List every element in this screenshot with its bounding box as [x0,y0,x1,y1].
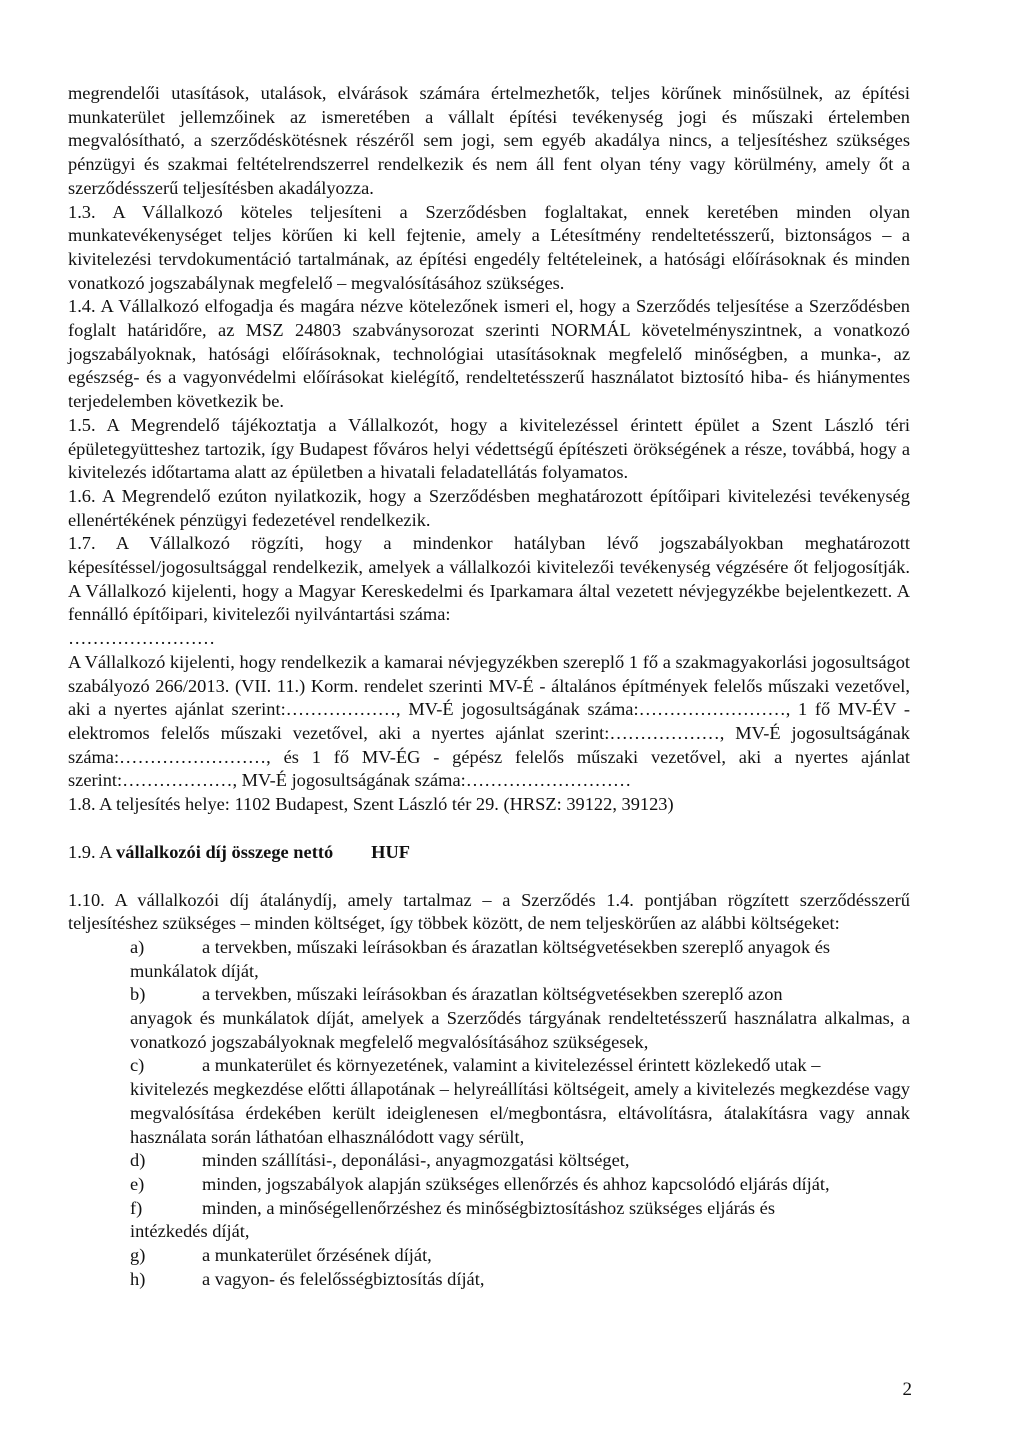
fee-currency: HUF [371,841,410,862]
list-item-e [130,1173,910,1197]
paragraph-1-10: 1.10. A vállalkozói díj átalánydíj, amely tartalmaz – a Szerződés 1.4. pontjában rögzített szerződésszerű teljesítéshez szükséges – minden költséget, így többek között, de nem teljeskörűen az alábbi költségeket: [68,889,910,934]
fee-label: vállalkozói díj összege nettó [116,841,334,862]
paragraph-1-5: 1.5. A Megrendelő tájékoztatja a Vállalkozót, hogy a kivitelezéssel érintett épület a Szent László téri épületegyütteshez tartozik, így Budapest főváros helyi védettségű építészeti örökségének a része, továbbá, hogy a kivitelezés időtartama alatt az épületben a hivatali feladatellátás folyamatos. [68,414,910,483]
paragraph-1-8: 1.8. A teljesítés helye: 1102 Budapest, Szent László tér 29. (HRSZ: 39122, 39123) [68,794,674,815]
list-item-text: minden, a minőségellenőrzéshez és minőségbiztosításhoz szükséges eljárás és [202,1197,776,1218]
list-item-text: a tervekben, műszaki leírásokban és árazatlan költségvetésekben szereplő azon [202,984,783,1005]
paragraph-1-7-declaration: A Vállalkozó kijelenti, hogy rendelkezik a kamarai névjegyzékben szereplő 1 fő a szakmagyakorlási jogosultságot szabályozó 266/2013. (VII. 11.) Korm. rendelet szerinti MV-É - általános építmények felelős műszaki vezetővel, aki a nyertes ajánlat szerint:………………, MV-É jogosultságának száma:……………………, 1 fő MV-ÉV - elektromos felelős műszaki vezetővel, aki a nyertes ajánlat szerint:………………, MV-É jogosultságának száma:……………………, és 1 fő MV-ÉG - gépész felelős műszaki vezetővel, aki a nyertes ajánlat szerint:………………, MV-É jogosultságának száma:……………………… [68,651,910,791]
list-item-label: h) [130,1268,146,1289]
list-item-label: a) [130,936,145,957]
list-item-label: d) [130,1150,146,1171]
spacer [68,817,910,841]
list-item-d [130,1149,910,1173]
document-page [68,82,910,1291]
list-item-c [130,1054,910,1078]
list-item-f-continuation: intézkedés díját, [130,1221,250,1242]
paragraph-intro: megrendelői utasítások, utalások, elvárások számára értelmezhetők, teljes körűnek minősülnek, az építési munkaterület jellemzőinek az ismeretében a vállalt építési tevékenység jogi és műszaki értelemben megvalósítható, a szerződéskötésnek részéről sem jogi, sem egyéb akadálya nincs, a teljesítéshez szükséges pénzügyi és szakmai feltételrendszerrel rendelkezik és nem áll fent olyan tény vagy körülmény, amely őt a szerződésszerű teljesítésben akadályozza. [68,83,910,198]
list-item-h [130,1268,910,1292]
list-item-text: minden, jogszabályok alapján szükséges ellenőrzés és ahhoz kapcsolódó eljárás díját, [202,1173,830,1194]
list-item-label: c) [130,1055,145,1076]
list-item-f [130,1197,910,1221]
list-item-label: g) [130,1245,146,1266]
spacer [68,865,910,889]
list-item-a-continuation: munkálatok díját, [130,960,259,981]
list-item-text: a munkaterület őrzésének díját, [202,1245,432,1266]
paragraph-1-9 [68,841,910,865]
list-item-label: b) [130,984,146,1005]
list-item-text: a munkaterület és környezetének, valamint a kivitelezéssel érintett közlekedő utak – [202,1055,821,1076]
list-item-text: a vagyon- és felelősségbiztosítás díját, [202,1268,485,1289]
list-item-label: f) [130,1197,143,1218]
list-item-b-continuation: anyagok és munkálatok díját, amelyek a Szerződés tárgyának rendeltetésszerű használatra alkalmas, a vonatkozó jogszabályoknak megfelelő megvalósításához szükségesek, [130,1008,910,1052]
list-item-text: minden szállítási-, deponálási-, anyagmozgatási költséget, [202,1150,630,1171]
page-number: 2 [902,1379,912,1400]
registration-number-placeholder: …………………… [68,628,216,649]
paragraph-1-4: 1.4. A Vállalkozó elfogadja és magára nézve kötelezőnek ismeri el, hogy a Szerződés teljesítése a Szerződésben foglalt határidőre, az MSZ 24803 szabványsorozat szerinti NORMÁL követelményszintnek, a vonatkozó jogszabályoknak, hatósági előírásoknak, technológiai utasításoknak megfelelő minőségben, a munka-, az egészség- és a vagyonvédelmi előírásokat kielégítő, rendeltetésszerű használatot biztosító hiba- és hiánymentes terjedelemben következik be. [68,296,910,412]
list-item-b [130,983,910,1007]
list-item-c-continuation: kivitelezés megkezdése előtti állapotának – helyreállítási költségeit, amely a kivitelezés megkezdése vagy megvalósítása érdekében került ideiglenesen el/megbontásra, eltávolításra, átalakításra vagy annak használata során láthatóan elhasználódott vagy sérült, [130,1079,910,1147]
list-item-a [130,936,910,960]
paragraph-1-3: 1.3. A Vállalkozó köteles teljesíteni a Szerződésben foglaltakat, ennek keretében minden olyan munkatevékenységet teljes körűen ki kell fejtenie, amely a Létesítmény rendeltetésszerű, biztonságos – a kivitelezési tervdokumentáció tartalmának, az építési engedély feltételeinek, a hatósági előírásoknak és minden vonatkozó jogszabálynak megfelelő – megvalósításához szükséges. [68,201,910,293]
paragraph-1-6: 1.6. A Megrendelő ezúton nyilatkozik, hogy a Szerződésben meghatározott építőipari kivitelezési tevékenység ellenértékének pénzügyi fedezetével rendelkezik. [68,485,910,530]
list-item-text: a tervekben, műszaki leírásokban és árazatlan költségvetésekben szereplő anyagok és [202,936,831,957]
list-item-g [130,1244,910,1268]
list-item-label: e) [130,1173,145,1194]
fee-prefix: 1.9. A [68,841,117,862]
paragraph-1-7: 1.7. A Vállalkozó rögzíti, hogy a mindenkor hatályban lévő jogszabályokban meghatározott képesítéssel/jogosultsággal rendelkezik, amelyek a vállalkozói kivitelezői tevékenység végzésére őt feljogosítják. A Vállalkozó kijelenti, hogy a Magyar Kereskedelmi és Iparkamara által vezetett névjegyzékbe bejelentkezett. A fennálló építőipari, kivitelezői nyilvántartási száma: [68,533,910,625]
